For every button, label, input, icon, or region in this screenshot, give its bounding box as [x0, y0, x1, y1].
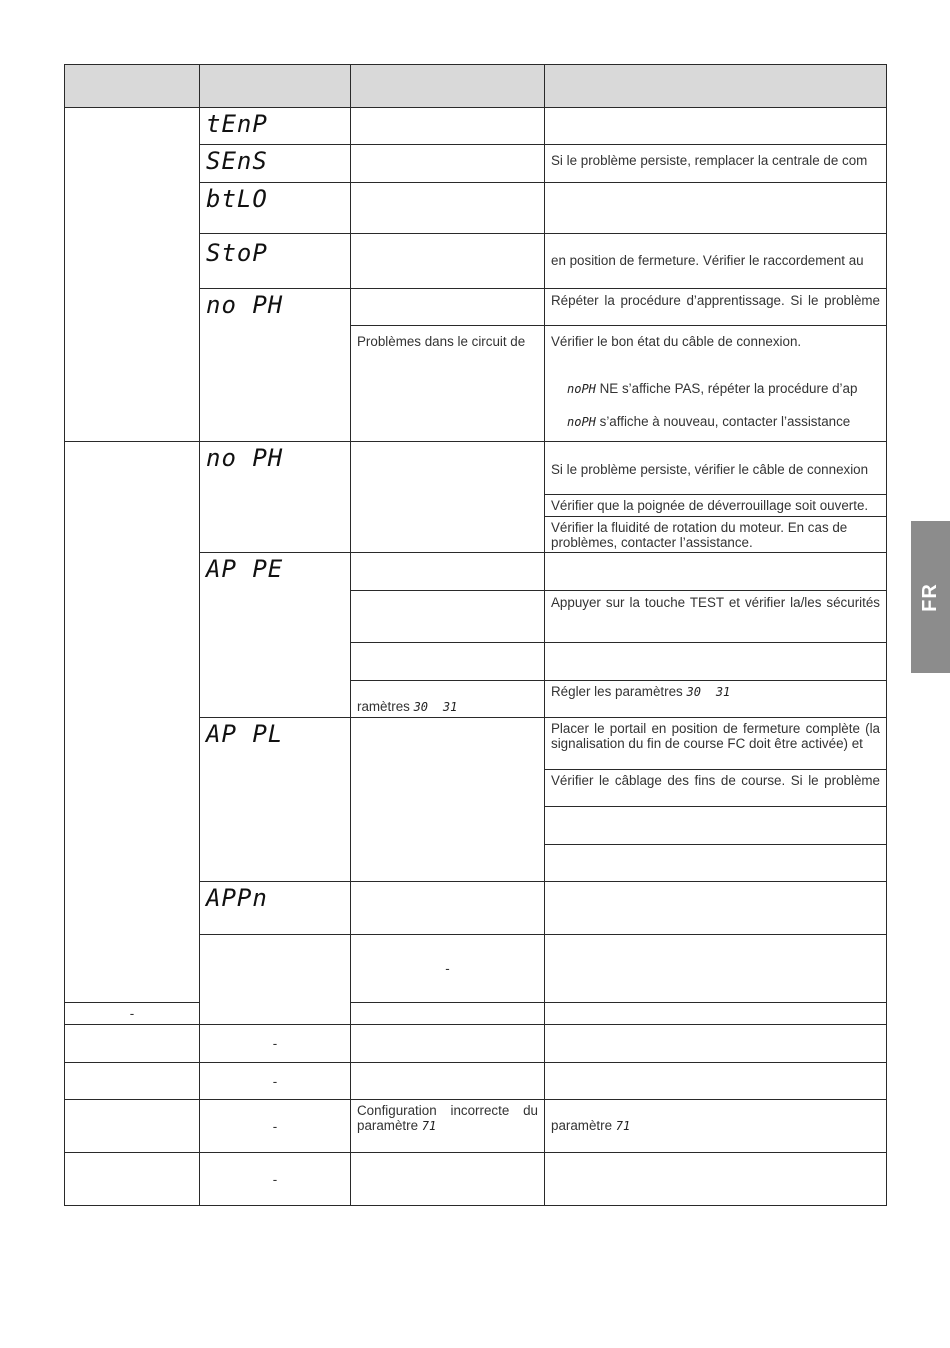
cfg-cause-text: Configuration incorrecte du	[357, 1103, 538, 1118]
cause-cell	[351, 1025, 545, 1063]
table-row	[65, 442, 887, 495]
solution-cell	[545, 553, 887, 591]
code-dash: -	[351, 935, 545, 1003]
problem-cell	[65, 1025, 200, 1063]
noph-solution-line-2-text: NE s’affiche PAS, répéter la procédure d’ap	[599, 381, 858, 396]
solution-cell	[545, 145, 887, 183]
cause-cell	[351, 1100, 545, 1153]
problem-cell	[65, 442, 200, 1003]
code-cell	[200, 145, 351, 183]
code-dash: -	[200, 1153, 351, 1206]
stop-solution-text: en position de fermeture. Vérifier le raccordement au	[551, 253, 864, 268]
cause-cell	[351, 1153, 545, 1206]
cfg-solution-label: paramètre	[551, 1118, 613, 1133]
param-71: 71	[615, 1119, 631, 1133]
display-code-stop: StoP	[206, 239, 268, 267]
noph-solution-line-2	[551, 381, 880, 397]
param-30: 30	[686, 685, 701, 699]
noph2-solution-text-1: Si le problème persiste, vérifier le câble de connexion	[551, 462, 869, 477]
table-row	[65, 108, 887, 145]
param-31: 31	[715, 685, 731, 699]
problem-cell	[65, 108, 200, 442]
cfg-cause-param	[357, 1118, 538, 1134]
solution-cell	[545, 643, 887, 681]
cause-cell	[351, 326, 545, 442]
code-dash: -	[200, 1100, 351, 1153]
display-code-sens: SEnS	[206, 147, 268, 175]
code-cell	[200, 553, 351, 718]
code-dash: -	[200, 1025, 351, 1063]
param-30: 30	[413, 700, 429, 714]
code-cell	[200, 183, 351, 234]
solution-cell	[545, 234, 887, 289]
solution-cell	[545, 495, 887, 517]
table-row	[65, 1100, 887, 1153]
display-code-noph-small: noPH	[567, 415, 596, 429]
solution-cell	[545, 289, 887, 326]
appl-solution-text-2: Vérifier le câblage des fins de course. Si le problème	[551, 773, 880, 788]
language-tab	[911, 521, 950, 673]
cause-cell	[351, 289, 545, 326]
noph-solution-text: Répéter la procédure d’apprentissage. Si le problème	[551, 293, 880, 308]
appe-solution-params	[551, 681, 880, 700]
table-row	[65, 1025, 887, 1063]
solution-cell	[545, 591, 887, 643]
solution-cell	[545, 681, 887, 718]
problem-cell	[65, 1100, 200, 1153]
language-tab-label: FR	[918, 582, 941, 612]
table-row	[65, 1153, 887, 1206]
solution-cell	[545, 1063, 887, 1100]
solution-cell	[545, 517, 887, 553]
noph2-solution-text-2: Vérifier que la poignée de déverrouillage soit ouverte.	[551, 498, 869, 513]
cause-cell	[351, 1063, 545, 1100]
sens-solution-text: Si le problème persiste, remplacer la centrale de com	[551, 153, 868, 168]
param-71: 71	[421, 1119, 437, 1133]
solution-cell	[545, 108, 887, 145]
cause-cell	[351, 553, 545, 591]
solution-cell	[545, 882, 887, 935]
param-31: 31	[442, 700, 458, 714]
appe-solution-params-label: Régler les paramètres	[551, 684, 683, 699]
problem-cell	[65, 1063, 200, 1100]
problem-cell	[65, 1153, 200, 1206]
cause-cell	[351, 183, 545, 234]
solution-cell	[545, 442, 887, 495]
cause-cell	[351, 442, 545, 553]
header-signal	[200, 65, 351, 108]
cause-cell	[351, 108, 545, 145]
noph-solution-line-3-text: s’affiche à nouveau, contacter l’assistance	[599, 414, 851, 429]
code-cell	[200, 442, 351, 553]
header-solution	[545, 65, 887, 108]
display-code-appm: APPn	[206, 884, 268, 912]
cause-cell	[351, 681, 545, 718]
solution-cell	[545, 1100, 887, 1153]
code-cell	[200, 882, 351, 935]
code-dash: -	[65, 1003, 200, 1025]
solution-cell	[545, 1025, 887, 1063]
solution-cell	[545, 1003, 887, 1025]
display-code-appl: AP PL	[206, 720, 284, 748]
display-code-btlo: btLO	[206, 185, 268, 213]
code-cell	[200, 718, 351, 882]
cause-cell	[351, 145, 545, 183]
cfg-solution-text	[551, 1100, 880, 1134]
display-code-noph: no PH	[206, 444, 284, 472]
noph-solution-line-3	[551, 414, 880, 430]
appl-solution-text-1: Placer le portail en position de fermeture complète (la signalisation du fin de course FC doit être activée) et	[551, 721, 880, 751]
table-header-row	[65, 65, 887, 108]
appe-cause-text	[357, 681, 538, 715]
solution-cell	[545, 183, 887, 234]
header-cause	[351, 65, 545, 108]
cause-cell	[545, 935, 887, 1003]
troubleshooting-table	[64, 64, 887, 1206]
header-problem	[65, 65, 200, 108]
cause-cell	[351, 591, 545, 643]
solution-cell	[545, 845, 887, 882]
solution-cell	[545, 807, 887, 845]
code-cell	[200, 234, 351, 289]
cause-cell	[351, 234, 545, 289]
display-code-noph: no PH	[206, 291, 284, 319]
cause-cell	[351, 718, 545, 882]
code-dash: -	[200, 1063, 351, 1100]
solution-cell	[545, 326, 887, 442]
noph2-solution-text-3: Vérifier la fluidité de rotation du moteur. En cas de problèmes, contacter l’assistance.	[551, 520, 848, 550]
appe-cause-label: ramètres	[357, 699, 410, 714]
cause-cell	[351, 643, 545, 681]
display-code-temp: tEnP	[206, 110, 268, 138]
cause-cell	[351, 882, 545, 935]
problem-cell	[200, 935, 351, 1025]
cause-cell	[351, 1003, 545, 1025]
display-code-appe: AP PE	[206, 555, 284, 583]
solution-cell	[545, 1153, 887, 1206]
appe-solution-text: Appuyer sur la touche TEST et vérifier la/les sécurités	[551, 595, 880, 610]
code-cell	[200, 289, 351, 442]
table-row	[65, 1063, 887, 1100]
solution-cell	[545, 718, 887, 770]
cfg-cause-param-label: paramètre	[357, 1118, 419, 1133]
display-code-noph-small: noPH	[567, 382, 596, 396]
noph-cause-text: Problèmes dans le circuit de	[357, 334, 526, 349]
noph-solution-line-1: Vérifier le bon état du câble de connexion.	[551, 334, 802, 349]
table-row	[65, 1003, 887, 1025]
solution-cell	[545, 770, 887, 807]
code-cell	[200, 108, 351, 145]
